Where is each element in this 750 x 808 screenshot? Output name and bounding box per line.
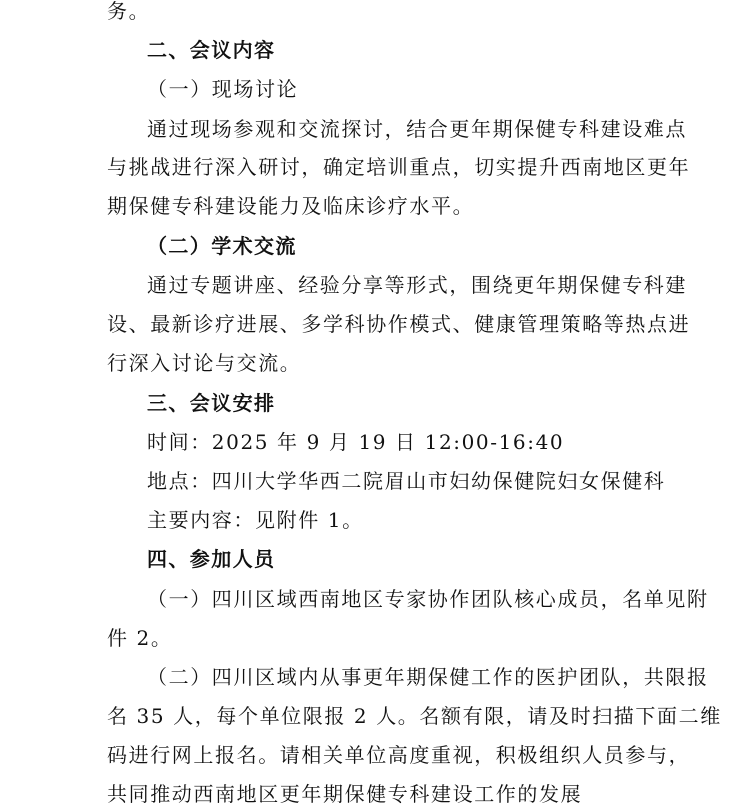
paragraph-line: 通过现场参观和交流探讨，结合更年期保健专科建设难点 <box>147 117 687 141</box>
paragraph-line: 期保健专科建设能力及临床诊疗水平。 <box>107 194 475 218</box>
paragraph-line: 共同推动西南地区更年期保健专科建设工作的发展 <box>107 782 583 806</box>
section-heading-meeting-content: 二、会议内容 <box>147 38 276 62</box>
paragraph-line: 名 35 人，每个单位限报 2 人。名额有限，请及时扫描下面二维 <box>107 704 722 728</box>
paragraph-line: 通过专题讲座、经验分享等形式，围绕更年期保健专科建 <box>147 273 687 297</box>
paragraph-continuation: 务。 <box>107 0 151 23</box>
meeting-place: 地点：四川大学华西二院眉山市妇幼保健院妇女保健科 <box>147 469 666 493</box>
paragraph-line: 件 2。 <box>107 626 173 650</box>
meeting-time: 时间：2025 年 9 月 19 日 12:00-16:40 <box>147 430 565 454</box>
paragraph-line: 行深入讨论与交流。 <box>107 351 302 375</box>
section-heading-participants: 四、参加人员 <box>147 547 276 571</box>
subheading-onsite-discussion: （一）现场讨论 <box>147 77 299 101</box>
paragraph-line: 与挑战进行深入研讨，确定培训重点，切实提升西南地区更年 <box>107 155 691 179</box>
paragraph-line: 码进行网上报名。请相关单位高度重视，积极组织人员参与， <box>107 743 691 767</box>
section-heading-meeting-arrangement: 三、会议安排 <box>147 391 276 415</box>
paragraph-line: （一）四川区域西南地区专家协作团队核心成员，名单见附 <box>147 587 709 611</box>
paragraph-line: 设、最新诊疗进展、多学科协作模式、健康管理策略等热点进 <box>107 312 691 336</box>
paragraph-line: （二）四川区域内从事更年期保健工作的医护团队，共限报 <box>147 665 709 689</box>
meeting-main-content: 主要内容：见附件 1。 <box>147 508 364 532</box>
subheading-academic-exchange: （二）学术交流 <box>147 234 297 258</box>
